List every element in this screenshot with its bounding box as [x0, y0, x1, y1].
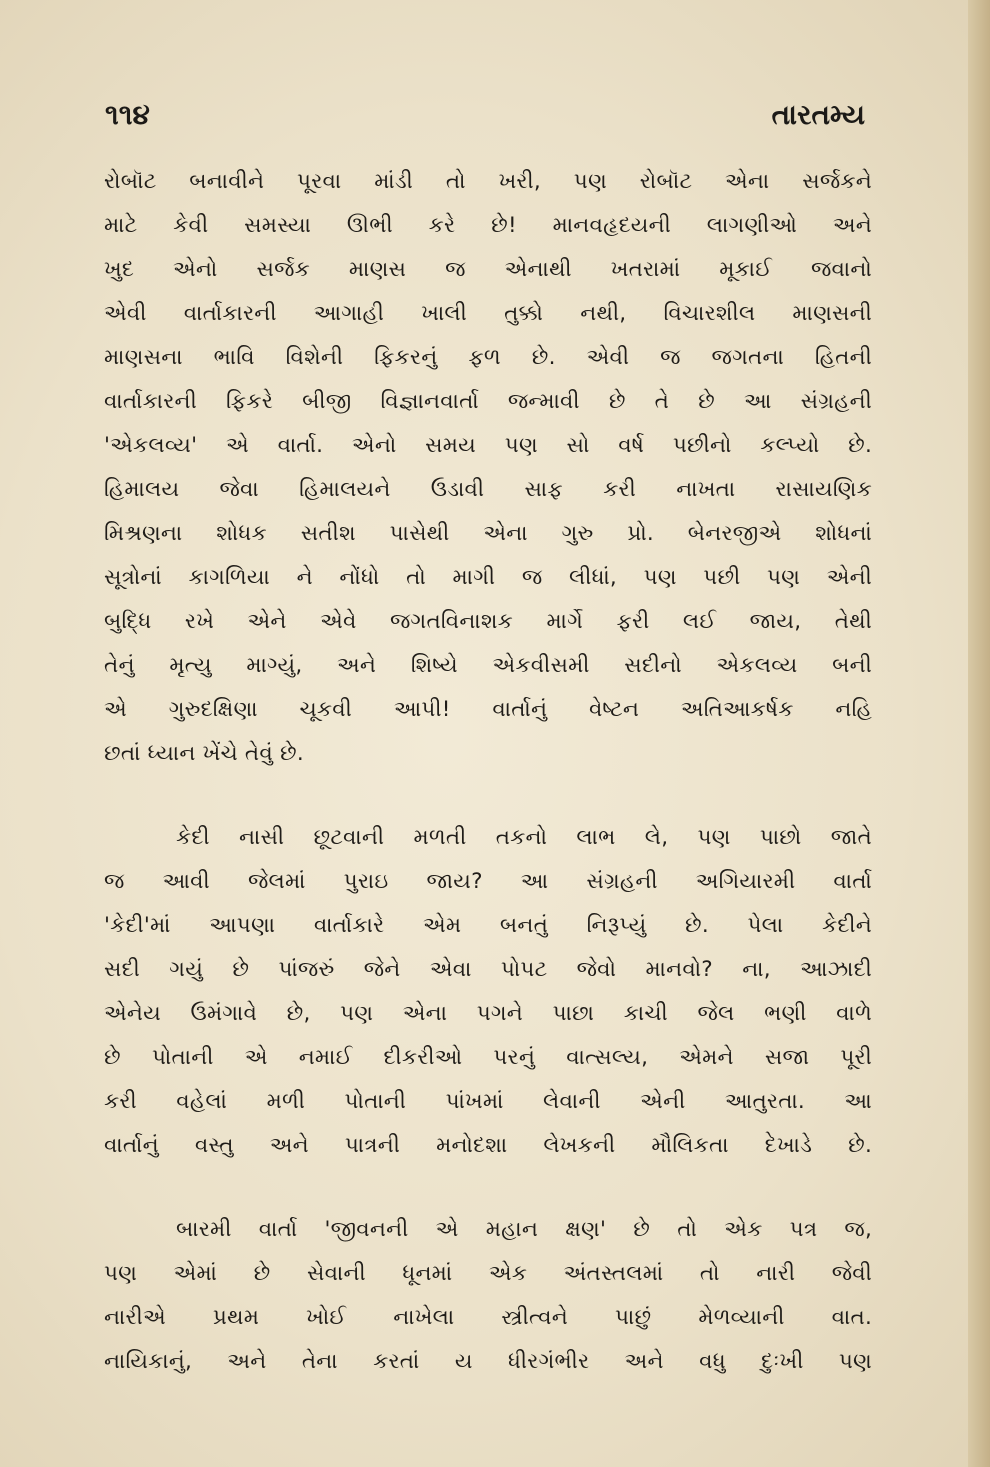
- text-line: નારીએ પ્રથમ ખોઈ નાખેલા સ્ત્રીત્વને પાછું મેળવ્યાની વાત.: [104, 1305, 872, 1330]
- text-line: જ આવી જેલમાં પુરાઇ જાય? આ સંગ્રહની અગિયારમી વાર્તા: [104, 869, 872, 894]
- text-line: વાર્તાકારની ફિકરે બીજી વિજ્ઞાનવાર્તા જન્માવી છે તે છે આ સંગ્રહની: [104, 389, 872, 414]
- text-line: મિશ્રણના શોધક સતીશ પાસેથી એના ગુરુ પ્રો. બેનરજીએ શોધનાં: [104, 521, 872, 546]
- text-line: તેનું મૃત્યુ માગ્યું, અને શિષ્યે એકવીસમી સદીનો એકલવ્ય બની: [104, 653, 872, 678]
- text-line: સૂત્રોનાં કાગળિયા ને નોંધો તો માગી જ લીધાં, પણ પછી પણ એની: [104, 565, 872, 590]
- text-line: 'એકલવ્ય' એ વાર્તા. એનો સમય પણ સો વર્ષ પછીનો કલ્પ્યો છે.: [104, 433, 872, 458]
- paragraph-spacer: [104, 776, 872, 816]
- text-line: છતાં ધ્યાન ખેંચે તેવું છે.: [104, 741, 304, 766]
- paragraph-2: [104, 816, 872, 1168]
- text-line: રોબૉટ બનાવીને પૂરવા માંડી તો ખરી, પણ રોબૉટ એના સર્જકને: [104, 169, 872, 194]
- running-title: તારતમ્ય: [771, 98, 865, 131]
- text-line: માણસના ભાવિ વિશેની ફિકરનું ફળ છે. એવી જ જગતના હિતની: [104, 345, 872, 370]
- paragraph-spacer: [104, 1168, 872, 1208]
- text-line: એનેય ઉમંગાવે છે, પણ એના પગને પાછા કાચી જેલ ભણી વાળે: [104, 1001, 872, 1026]
- page-number: ૧૧૪: [105, 98, 150, 131]
- text-line: સદી ગયું છે પાંજરું જેને એવા પોપટ જેવો માનવો? ના, આઝાદી: [104, 957, 872, 982]
- text-line: પણ એમાં છે સેવાની ધૂનમાં એક અંતસ્તલમાં તો નારી જેવી: [104, 1261, 872, 1286]
- text-line: નાયિકાનું, અને તેના કરતાં ય ધીરગંભીર અને વધુ દુઃખી પણ: [104, 1349, 872, 1374]
- text-line: બારમી વાર્તા 'જીવનની એ મહાન ક્ષણ' છે તો એક પત્ર જ,: [176, 1217, 872, 1242]
- text-line: માટે કેવી સમસ્યા ઊભી કરે છે! માનવહૃદયની લાગણીઓ અને: [104, 213, 872, 238]
- text-line: ખુદ એનો સર્જક માણસ જ એનાથી ખતરામાં મૂકાઈ જવાનો: [104, 257, 872, 282]
- text-line: એ ગુરુદક્ષિણા ચૂકવી આપી! વાર્તાનું વેષ્ટન અતિઆકર્ષક નહિ: [104, 697, 872, 722]
- text-line: કરી વહેલાં મળી પોતાની પાંખમાં લેવાની એની આતુરતા. આ: [104, 1089, 872, 1114]
- page-edge: [968, 0, 990, 1467]
- paragraph-1: [104, 160, 872, 776]
- text-line: છે પોતાની એ નમાઈ દીકરીઓ પરનું વાત્સલ્ય, એમને સજા પૂરી: [104, 1045, 872, 1070]
- text-line: એવી વાર્તાકારની આગાહી ખાલી તુક્કો નથી, વિચારશીલ માણસની: [104, 301, 872, 326]
- text-line: 'કેદી'માં આપણા વાર્તાકારે એમ બનતું નિરૂપ્યું છે. પેલા કેદીને: [104, 913, 872, 938]
- paragraph-3: [104, 1208, 872, 1384]
- text-line: બુદ્ધિ રખે એને એવે જગતવિનાશક માર્ગે ફરી લઈ જાય, તેથી: [104, 609, 872, 634]
- text-line: વાર્તાનું વસ્તુ અને પાત્રની મનોદશા લેખકની મૌલિકતા દેખાડે છે.: [104, 1133, 872, 1158]
- body-text: [104, 160, 872, 1384]
- text-line: હિમાલય જેવા હિમાલયને ઉડાવી સાફ કરી નાખતા રાસાયણિક: [104, 477, 872, 502]
- text-line: કેદી નાસી છૂટવાની મળતી તકનો લાભ લે, પણ પાછો જાતે: [176, 825, 872, 850]
- page-header: [105, 98, 865, 148]
